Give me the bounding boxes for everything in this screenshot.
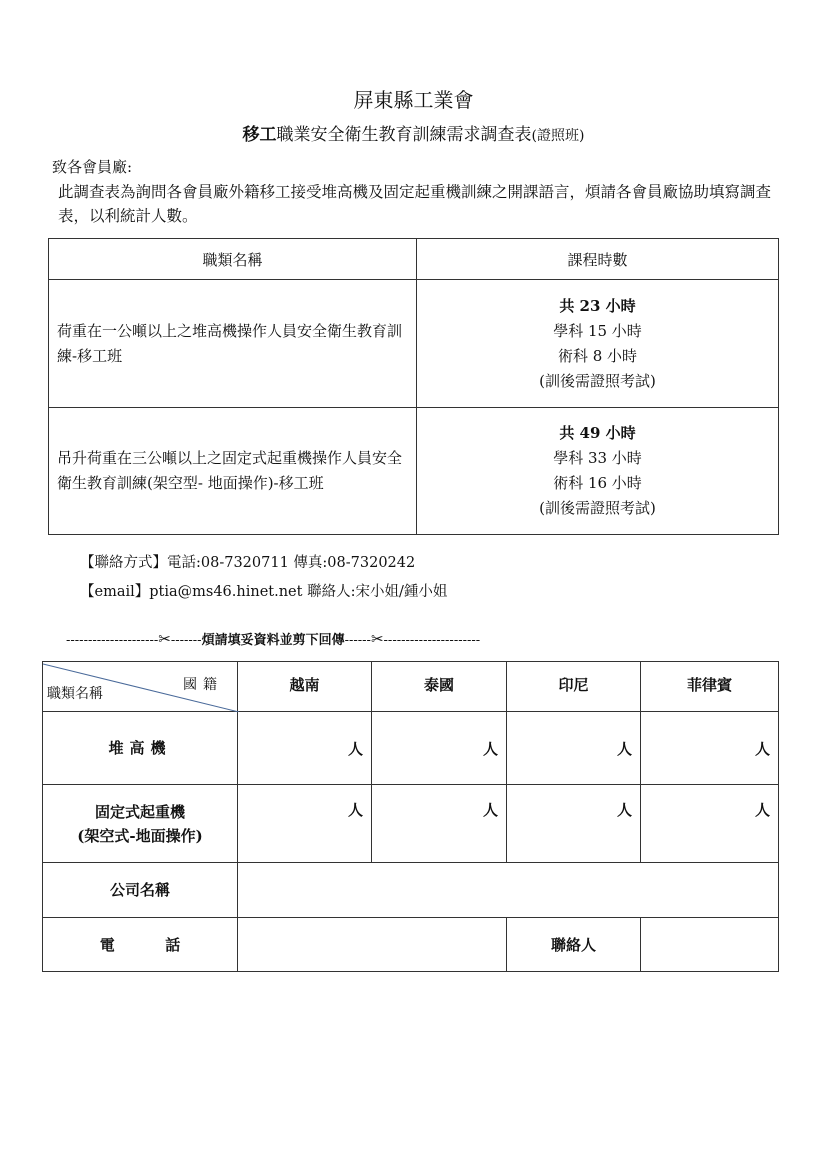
- phone-label-char1: 電: [99, 935, 115, 954]
- nationality-indonesia: 印尼: [507, 662, 641, 712]
- practice-hours: 術科 16 小時: [553, 474, 642, 492]
- survey-table: [42, 661, 779, 972]
- cut-instruction: 煩請填妥資料並剪下回傳: [201, 633, 345, 648]
- count-field[interactable]: 人: [238, 785, 372, 863]
- table-row: [49, 280, 779, 408]
- scissors-icon: ✂: [370, 630, 384, 648]
- course-hours: [417, 280, 779, 408]
- col-header-job: 職類名稱: [49, 239, 417, 280]
- count-field[interactable]: 人: [507, 785, 641, 863]
- phone-label-char2: 話: [165, 935, 181, 954]
- table-row: [49, 408, 779, 535]
- phone-label: [43, 918, 238, 972]
- contact-person-field[interactable]: [641, 918, 779, 972]
- course-hours: [417, 408, 779, 535]
- course-table-header: [49, 239, 779, 280]
- nationality-vietnam: 越南: [238, 662, 372, 712]
- page-title: 屏東縣工業會: [353, 88, 474, 112]
- forklift-row: [43, 712, 779, 785]
- contact-person-label: 聯絡人: [507, 918, 641, 972]
- greeting: 致各會員廠:: [52, 158, 133, 176]
- subtitle-note: (證照班): [531, 128, 585, 144]
- dash-left: ---------------------: [66, 633, 159, 648]
- form-subtitle: [0, 120, 827, 145]
- course-name: 吊升荷重在三公噸以上之固定式起重機操作人員安全衛生教育訓練(架空型- 地面操作)-移工班: [49, 408, 417, 535]
- exam-note: (訓後需證照考試): [539, 371, 656, 390]
- count-field[interactable]: 人: [238, 712, 372, 785]
- scissors-icon: ✂: [158, 630, 171, 648]
- crane-label-line1: 固定式起重機: [94, 802, 185, 821]
- crane-label: [43, 785, 238, 863]
- count-field[interactable]: 人: [507, 712, 641, 785]
- contact-phone-fax: 【聯絡方式】電話:08-7320711 傳真:08-7320242: [80, 555, 416, 571]
- count-field[interactable]: 人: [372, 712, 507, 785]
- phone-field[interactable]: [238, 918, 507, 972]
- phone-row: [43, 918, 779, 972]
- course-table: [48, 238, 779, 535]
- count-field[interactable]: 人: [641, 712, 779, 785]
- nationality-philippines: 菲律賓: [641, 662, 779, 712]
- dash-right: ----------------------: [383, 633, 481, 648]
- company-name-field[interactable]: [238, 863, 779, 918]
- contact-email: 【email】ptia@ms46.hinet.net 聯絡人:宋小姐/鍾小姐: [80, 584, 448, 600]
- subtitle-bold: 移工: [242, 125, 277, 145]
- cut-line: [66, 629, 766, 648]
- subtitle-main: 職業安全衛生教育訓練需求調查表: [276, 125, 532, 145]
- total-hours: 共 23 小時: [559, 296, 636, 315]
- total-hours: 共 49 小時: [559, 424, 636, 442]
- count-field[interactable]: 人: [372, 785, 507, 863]
- nationality-thailand: 泰國: [372, 662, 507, 712]
- crane-row: [43, 785, 779, 863]
- crane-label-line2: (架空式-地面操作): [77, 826, 203, 845]
- theory-hours: 學科 33 小時: [553, 449, 642, 467]
- company-row: [43, 863, 779, 918]
- company-label: 公司名稱: [43, 863, 238, 918]
- corner-cell: [43, 662, 238, 712]
- col-header-hours: 課程時數: [417, 239, 779, 280]
- practice-hours: 術科 8 小時: [557, 346, 638, 365]
- survey-header-row: [43, 662, 779, 712]
- dash-mid-right: ------: [344, 633, 371, 648]
- count-field[interactable]: 人: [641, 785, 779, 863]
- forklift-label: 堆高機: [43, 712, 238, 785]
- exam-note: (訓後需證照考試): [539, 499, 656, 517]
- theory-hours: 學科 15 小時: [553, 321, 642, 340]
- dash-mid-left: -------: [170, 633, 202, 648]
- intro-paragraph: 此調查表為詢問各會員廠外籍移工接受堆高機及固定起重機訓練之開課語言，煩請各會員廠協助填寫調查表，以利統計人數。: [58, 183, 772, 225]
- nationality-label: 國籍: [183, 677, 223, 693]
- job-type-label: 職類名稱: [47, 686, 103, 702]
- course-name: 荷重在一公噸以上之堆高機操作人員安全衛生教育訓練-移工班: [49, 280, 417, 408]
